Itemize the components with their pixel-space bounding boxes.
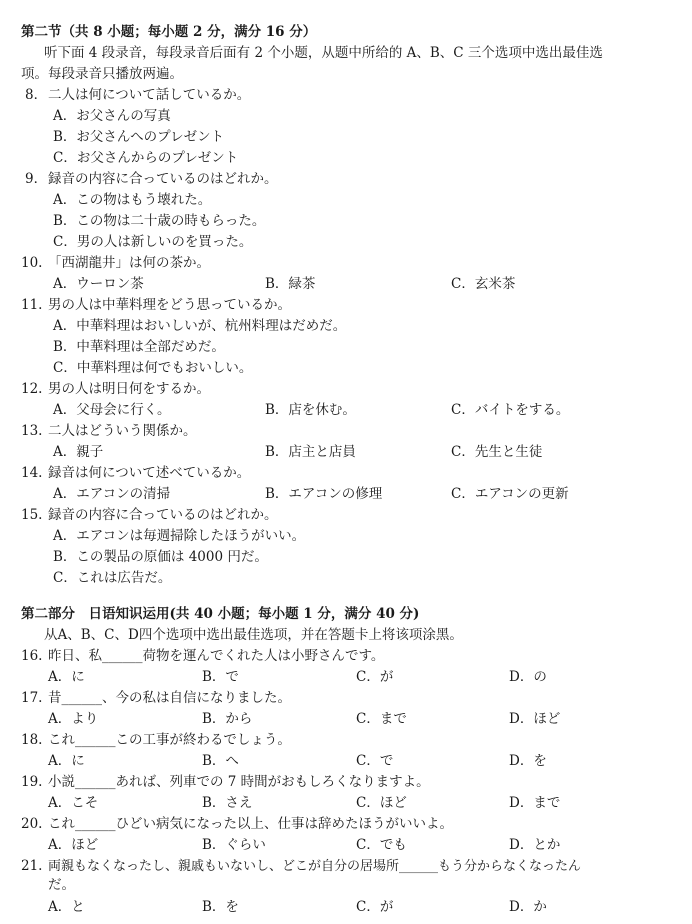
question-stem: 小説______あれば、列車での 7 時間がおもしろくなりますよ。 xyxy=(48,774,430,790)
question-stem: 昔______、今の私は自信になりました。 xyxy=(48,690,291,706)
option: A．父母会に行く。 xyxy=(53,402,171,418)
question-number: 14. xyxy=(21,465,43,481)
question-number: 15. xyxy=(21,507,43,523)
option: B．店を休む。 xyxy=(265,402,356,418)
option: B．を xyxy=(202,899,239,915)
option: C．が xyxy=(356,899,394,915)
option: C．男の人は新しいのを買った。 xyxy=(53,234,253,250)
option: B．へ xyxy=(202,753,239,769)
question-number: 19. xyxy=(21,774,43,790)
option: A．お父さんの写真 xyxy=(53,108,171,124)
option: B．お父さんへのプレゼント xyxy=(53,129,225,145)
option: C．お父さんからのプレゼント xyxy=(53,150,239,166)
option: C．エアコンの更新 xyxy=(451,486,569,502)
option: C．中華料理は何でもおいしい。 xyxy=(53,360,253,376)
option: B．緑茶 xyxy=(265,276,316,292)
option: B．から xyxy=(202,711,253,727)
option: B．中華料理は全部だめだ。 xyxy=(53,339,225,355)
option: A．こそ xyxy=(48,795,99,811)
question-stem: 二人は何について話しているか。 xyxy=(48,87,251,103)
question-stem: 録音の内容に合っているのはどれか。 xyxy=(48,507,278,523)
option: D．まで xyxy=(509,795,561,811)
question-stem: 録音の内容に合っているのはどれか。 xyxy=(48,171,278,187)
option: D．か xyxy=(509,899,547,915)
option: C．バイトをする。 xyxy=(451,402,570,418)
option: C．で xyxy=(356,753,394,769)
option: A．に xyxy=(48,753,85,769)
option: C．が xyxy=(356,669,394,685)
option: A．この物はもう壊れた。 xyxy=(53,192,212,208)
question-stem-cont: だ。 xyxy=(48,877,75,893)
option: D．とか xyxy=(509,837,561,853)
option: A．中華料理はおいしいが、杭州料理はだめだ。 xyxy=(53,318,347,334)
question-stem: 録音は何について述べているか。 xyxy=(48,465,251,481)
question-number: 10. xyxy=(21,255,43,271)
question-number: 12. xyxy=(21,381,43,397)
option: B．エアコンの修理 xyxy=(265,486,383,502)
part-instruction: 从A、B、C、D四个选项中选出最佳选项，并在答题卡上将该项涂黑。 xyxy=(44,627,463,643)
option: A．と xyxy=(48,899,85,915)
option: D．を xyxy=(509,753,547,769)
section-instruction: 听下面 4 段录音，每段录音后面有 2 个小题，从题中所给的 A、B、C 三个选项中选出最佳选 xyxy=(44,45,603,61)
question-stem: 男の人は中華料理をどう思っているか。 xyxy=(48,297,291,313)
option: C．まで xyxy=(356,711,407,727)
option: C．先生と生徒 xyxy=(451,444,543,460)
option: D．の xyxy=(509,669,547,685)
option: A．エアコンは毎週掃除したほうがいい。 xyxy=(53,528,306,544)
question-number: 17. xyxy=(21,690,43,706)
question-stem: 「西湖龍井」は何の茶か。 xyxy=(48,255,210,271)
option: B．で xyxy=(202,669,239,685)
question-stem: 昨日、私______荷物を運んでくれた人は小野さんです。 xyxy=(48,648,385,664)
option: A．ウーロン茶 xyxy=(53,276,144,292)
question-number: 18. xyxy=(21,732,43,748)
option: B．この物は二十歳の時もらった。 xyxy=(53,213,266,229)
section-title: 第二节（共 8 小题；每小题 2 分，满分 16 分） xyxy=(21,24,317,40)
question-number: 20. xyxy=(21,816,43,832)
option: A．親子 xyxy=(53,444,104,460)
question-stem: これ______ひどい病気になった以上、仕事は辞めたほうがいいよ。 xyxy=(48,816,453,832)
option: B．さえ xyxy=(202,795,253,811)
question-number: 16. xyxy=(21,648,43,664)
question-stem: これ______この工事が終わるでしょう。 xyxy=(48,732,291,748)
question-number: 8． xyxy=(25,87,48,103)
option: B．この製品の原価は 4000 円だ。 xyxy=(53,549,268,565)
question-number: 21. xyxy=(21,858,43,874)
question-stem: 男の人は明日何をするか。 xyxy=(48,381,210,397)
section-instruction-cont: 项。每段录音只播放两遍。 xyxy=(21,66,183,82)
option: C．玄米茶 xyxy=(451,276,516,292)
option: A．より xyxy=(48,711,99,727)
part-title: 第二部分 日语知识运用(共 40 小题；每小题 1 分，满分 40 分) xyxy=(21,606,420,622)
question-stem: 二人はどういう関係か。 xyxy=(48,423,197,439)
question-number: 9． xyxy=(25,171,48,187)
option: C．これは広告だ。 xyxy=(53,570,172,586)
option: A．に xyxy=(48,669,85,685)
option: B．ぐらい xyxy=(202,837,266,853)
option: B．店主と店員 xyxy=(265,444,356,460)
option: C．でも xyxy=(356,837,407,853)
option: A．ほど xyxy=(48,837,99,853)
question-number: 13. xyxy=(21,423,43,439)
option: D．ほど xyxy=(509,711,561,727)
option: C．ほど xyxy=(356,795,407,811)
question-stem: 両親もなくなったし、親戚もいないし、どこが自分の居場所______もう分からなくなったん xyxy=(48,859,582,874)
question-number: 11. xyxy=(21,297,43,313)
option: A．エアコンの清掃 xyxy=(53,486,171,502)
